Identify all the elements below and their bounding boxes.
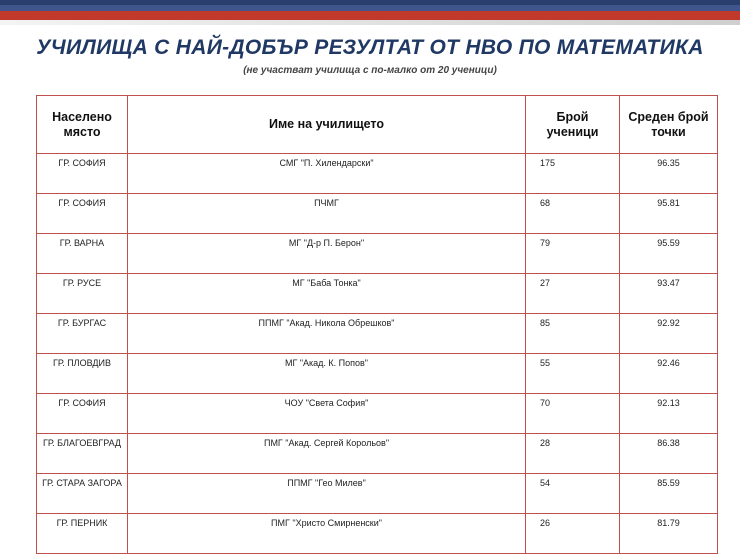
cell-city: ГР. СОФИЯ <box>37 154 128 194</box>
cell-city: ГР. СОФИЯ <box>37 194 128 234</box>
cell-students: 68 <box>526 194 620 234</box>
cell-average: 92.13 <box>620 394 718 434</box>
cell-city: ГР. СОФИЯ <box>37 394 128 434</box>
page-subtitle: (не участват училища с по-малко от 20 ученици) <box>243 65 497 76</box>
table-row <box>37 234 718 274</box>
table-row <box>37 434 718 474</box>
header-average-score: Среден брой точки <box>620 96 718 154</box>
cell-average: 92.92 <box>620 314 718 354</box>
cell-school: СМГ "П. Хилендарски" <box>128 154 526 194</box>
cell-average: 85.59 <box>620 474 718 514</box>
cell-school: ПМГ "Христо Смирненски" <box>128 514 526 554</box>
table-row <box>37 154 718 194</box>
header-city: Населено място <box>37 96 128 154</box>
cell-average: 93.47 <box>620 274 718 314</box>
table-row <box>37 514 718 554</box>
header-school-name: Име на училището <box>128 96 526 154</box>
cell-average: 95.81 <box>620 194 718 234</box>
table-header-row <box>37 96 718 154</box>
cell-students: 85 <box>526 314 620 354</box>
page-title: УЧИЛИЩА С НАЙ-ДОБЪР РЕЗУЛТАТ ОТ НВО ПО МАТЕМАТИКА <box>36 36 704 59</box>
cell-students: 55 <box>526 354 620 394</box>
cell-school: МГ "Акад. К. Попов" <box>128 354 526 394</box>
header-stripe-red <box>0 11 740 20</box>
cell-school: ПМГ "Акад. Сергей Корольов" <box>128 434 526 474</box>
cell-city: ГР. БЛАГОЕВГРАД <box>37 434 128 474</box>
cell-students: 175 <box>526 154 620 194</box>
table-row <box>37 194 718 234</box>
cell-city: ГР. ПЕРНИК <box>37 514 128 554</box>
cell-city: ГР. БУРГАС <box>37 314 128 354</box>
table-row <box>37 474 718 514</box>
cell-students: 70 <box>526 394 620 434</box>
cell-city: ГР. ПЛОВДИВ <box>37 354 128 394</box>
cell-city: ГР. ВАРНА <box>37 234 128 274</box>
cell-students: 26 <box>526 514 620 554</box>
cell-city: ГР. РУСЕ <box>37 274 128 314</box>
cell-city: ГР. СТАРА ЗАГОРА <box>37 474 128 514</box>
cell-school: ПЧМГ <box>128 194 526 234</box>
cell-students: 79 <box>526 234 620 274</box>
cell-average: 81.79 <box>620 514 718 554</box>
header-student-count: Брой ученици <box>526 96 620 154</box>
cell-average: 96.35 <box>620 154 718 194</box>
table-row <box>37 394 718 434</box>
table-row <box>37 314 718 354</box>
cell-students: 28 <box>526 434 620 474</box>
cell-school: ППМГ "Гео Милев" <box>128 474 526 514</box>
cell-average: 95.59 <box>620 234 718 274</box>
cell-students: 54 <box>526 474 620 514</box>
cell-students: 27 <box>526 274 620 314</box>
cell-school: МГ "Баба Тонка" <box>128 274 526 314</box>
cell-school: ППМГ "Акад. Никола Обрешков" <box>128 314 526 354</box>
cell-average: 92.46 <box>620 354 718 394</box>
cell-school: МГ "Д-р П. Берон" <box>128 234 526 274</box>
table-row <box>37 354 718 394</box>
header-stripe-gray <box>0 20 740 25</box>
table-row <box>37 274 718 314</box>
results-table <box>36 95 718 554</box>
cell-average: 86.38 <box>620 434 718 474</box>
cell-school: ЧОУ "Света София" <box>128 394 526 434</box>
